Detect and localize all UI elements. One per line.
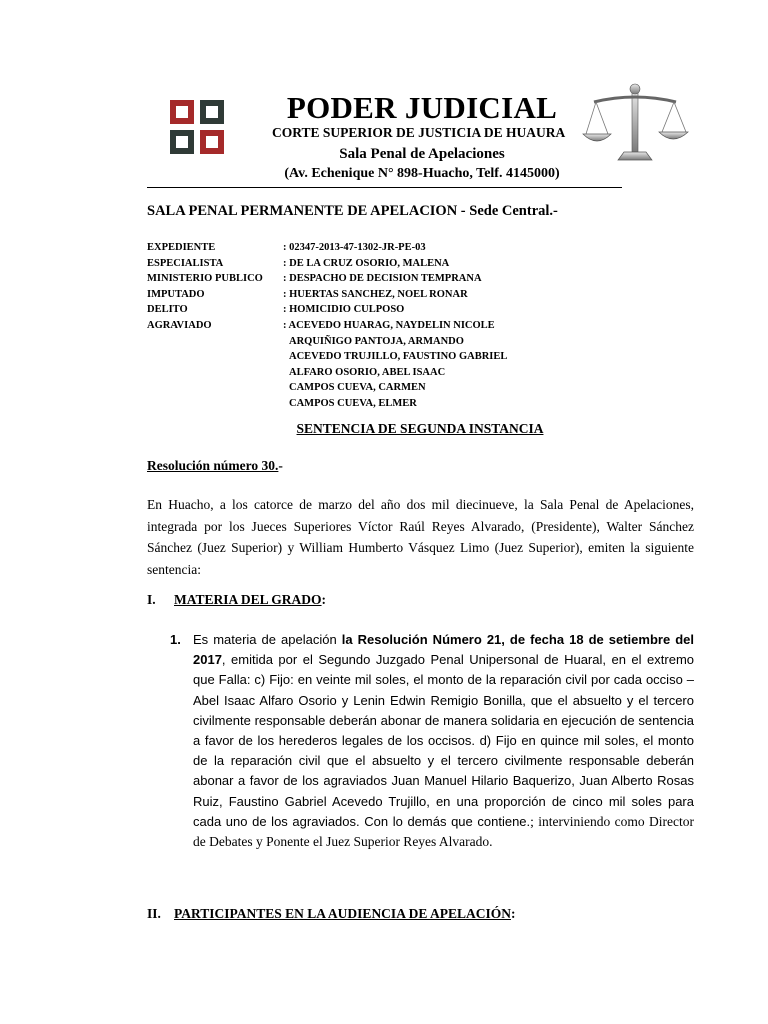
case-info-key: MINISTERIO PUBLICO	[147, 273, 263, 285]
agraviado-name: ALFARO OSORIO, ABEL ISAAC	[289, 366, 446, 378]
case-info-row	[147, 287, 507, 303]
section-heading-participantes: II. PARTICIPANTES EN LA AUDIENCIA DE APELACIÓN:	[147, 906, 516, 921]
document-heading: SENTENCIA DE SEGUNDA INSTANCIA	[296, 421, 544, 436]
case-info-row	[147, 271, 507, 287]
agraviado-name: CAMPOS CUEVA, ELMER	[289, 397, 417, 409]
case-info-value: : DE LA CRUZ OSORIO, MALENA	[283, 257, 450, 269]
case-info-value: : ACEVEDO HUARAG, NAYDELIN NICOLE	[283, 319, 495, 331]
case-info-key: IMPUTADO	[147, 288, 205, 300]
case-info-row	[147, 318, 507, 334]
case-info-row	[147, 256, 507, 272]
list-item-number: 1.	[170, 632, 181, 647]
court-name: CORTE SUPERIOR DE JUSTICIA DE HUAURA	[272, 125, 566, 140]
sala-line: SALA PENAL PERMANENTE DE APELACION - Sede Central.-	[147, 203, 558, 219]
list-item: 1. Es materia de apelación la Resolución Número 21, de fecha 18 de setiembre del 2017, emitida por el Segundo Juzgado Penal Unipersonal de Huaral, en el extremo que Falla: c) Fijo: en veinte mil soles, el monto de la reparación civil por cada occiso – Abel Isaac Alfaro Osorio y Lenin Edwin Remigio Bonilla, que el absuelto y el tercero civilmente responsable deberán abonar de manera solidaria en ejecución de sentencia a favor de los herederos legales de los occisos. d) Fijo en quince mil soles, el monto de la reparación civil que el absuelto y el tercero civilmente responsable deberán abonar a favor de los agraviados Juan Manuel Hilario Baquerizo, Juan Alberto Rosas Ruiz, Faustino Gabriel Acevedo Trujillo, en una proporción de cinco mil soles para cada uno de los agraviados. Con lo demás que contiene.; interviniendo como Director de Debates y Ponente el Juez Superior Reyes Alvarado.	[170, 632, 694, 850]
case-info-row	[147, 240, 507, 256]
case-info-value: : 02347-2013-47-1302-JR-PE-03	[283, 242, 426, 253]
agraviado-name: ARQUIÑIGO PANTOJA, ARMANDO	[289, 335, 464, 347]
page-title: PODER JUDICIAL	[286, 90, 558, 125]
case-info-row	[147, 302, 507, 318]
court-address: (Av. Echenique N° 898-Huacho, Telf. 4145000)	[284, 166, 560, 181]
scales-of-justice-icon	[580, 82, 690, 168]
case-info-key: DELITO	[147, 304, 188, 316]
chamber-name: Sala Penal de Apelaciones	[339, 146, 505, 162]
intro-paragraph: En Huacho, a los catorce de marzo del año dos mil diecinueve, la Sala Penal de Apelaciones, integrada por los Jueces Superiores Víctor Raúl Reyes Alvarado, (Presidente), Walter Sánchez Sánchez (Juez Superior) y William Humberto Vásquez Limo (Juez Superior), emiten la siguiente sentencia:	[147, 497, 694, 577]
case-info-value: : DESPACHO DE DECISION TEMPRANA	[283, 273, 482, 285]
agraviado-name: ACEVEDO TRUJILLO, FAUSTINO GABRIEL	[289, 351, 508, 363]
header-divider	[147, 187, 622, 188]
case-info-key: ESPECIALISTA	[147, 257, 224, 269]
case-info-key: EXPEDIENTE	[147, 242, 216, 253]
case-info-value: : HOMICIDIO CULPOSO	[283, 304, 405, 316]
case-info-block	[147, 240, 507, 412]
resolution-number: Resolución número 30.-	[147, 458, 283, 473]
case-info-key: AGRAVIADO	[147, 319, 212, 331]
case-info-value: : HUERTAS SANCHEZ, NOEL RONAR	[283, 288, 468, 300]
section-heading-materia: I. MATERIA DEL GRADO:	[147, 592, 327, 607]
agraviado-name: CAMPOS CUEVA, CARMEN	[289, 382, 426, 394]
